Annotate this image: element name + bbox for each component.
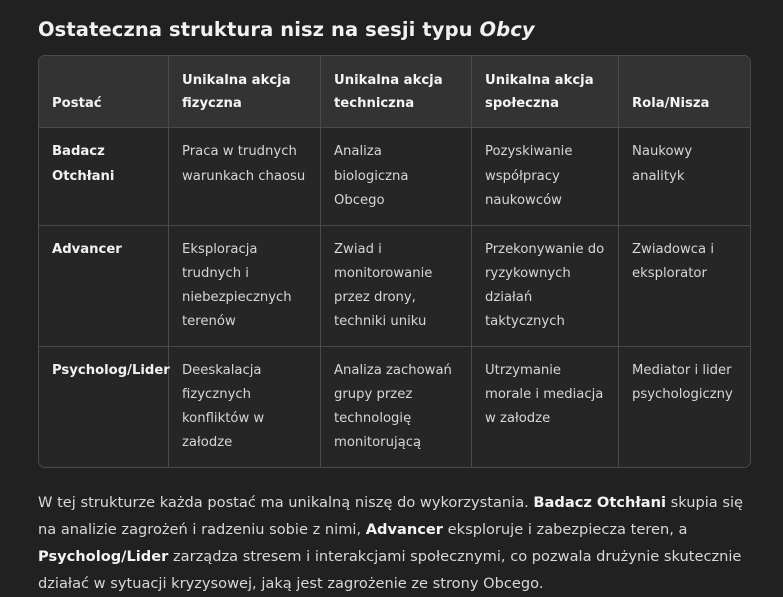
summary-text-1: W tej strukturze każda postać ma unikalną niszę do wykorzystania.: [38, 493, 534, 511]
cell-physical-action: Praca w trudnych warunkach chaosu: [169, 128, 321, 225]
summary-paragraph: [38, 489, 745, 597]
cell-physical-action: Eksploracja trudnych i niebezpiecznych terenów: [169, 226, 321, 347]
column-header-role-niche: Rola/Nisza: [619, 56, 750, 128]
summary-text-2: skupia się na analizie zagrożeń i radzeniu sobie z nimi,: [38, 493, 744, 538]
table-header-row: [39, 56, 750, 128]
summary-text-3: eksploruje i zabezpiecza teren, a: [443, 520, 688, 538]
table-body: [39, 128, 750, 466]
table-row: [39, 226, 750, 347]
page-title-text: Ostateczna struktura nisz na sesji typu: [38, 18, 480, 41]
summary-bold-advancer: Advancer: [365, 520, 444, 538]
page-title-emphasis: Obcy: [479, 18, 535, 41]
cell-social-action: Przekonywanie do ryzykownych działań taktycznych: [472, 226, 619, 347]
summary-text-4: zarządza stresem i interakcjami społecznymi, co pozwala drużynie skutecznie działać w sytuacji kryzysowej, jaką jest zagrożenie ze strony Obcego.: [38, 547, 742, 593]
summary-bold-badacz: Badacz Otchłani: [533, 493, 666, 511]
column-header-physical-action: Unikalna akcja fizyczna: [169, 56, 321, 128]
cell-character: Psycholog/Lider: [39, 347, 169, 467]
cell-technical-action: Zwiad i monitorowanie przez drony, techniki uniku: [321, 226, 472, 347]
cell-role-niche: Naukowy analityk: [619, 128, 750, 225]
cell-social-action: Utrzymanie morale i mediacja w załodze: [472, 347, 619, 467]
cell-physical-action: Deeskalacja fizycznych konfliktów w załodze: [169, 347, 321, 467]
cell-role-niche: Zwiadowca i eksplorator: [619, 226, 750, 347]
column-header-social-action: Unikalna akcja społeczna: [472, 56, 619, 128]
cell-character: Advancer: [39, 226, 169, 347]
cell-role-niche: Mediator i lider psychologiczny: [619, 347, 750, 467]
niche-structure-table: [38, 55, 751, 467]
cell-technical-action: Analiza biologiczna Obcego: [321, 128, 472, 225]
cell-character: Badacz Otchłani: [39, 128, 169, 225]
table-row: [39, 347, 750, 467]
cell-social-action: Pozyskiwanie współpracy naukowców: [472, 128, 619, 225]
cell-technical-action: Analiza zachowań grupy przez technologię monitorującą: [321, 347, 472, 467]
table-row: [39, 128, 750, 225]
niche-table-container: [38, 55, 749, 467]
page-title: [0, 0, 783, 43]
column-header-character: Postać: [39, 56, 169, 128]
summary-bold-psycholog: Psycholog/Lider: [38, 547, 169, 565]
table-header: [39, 56, 750, 128]
column-header-technical-action: Unikalna akcja techniczna: [321, 56, 472, 128]
